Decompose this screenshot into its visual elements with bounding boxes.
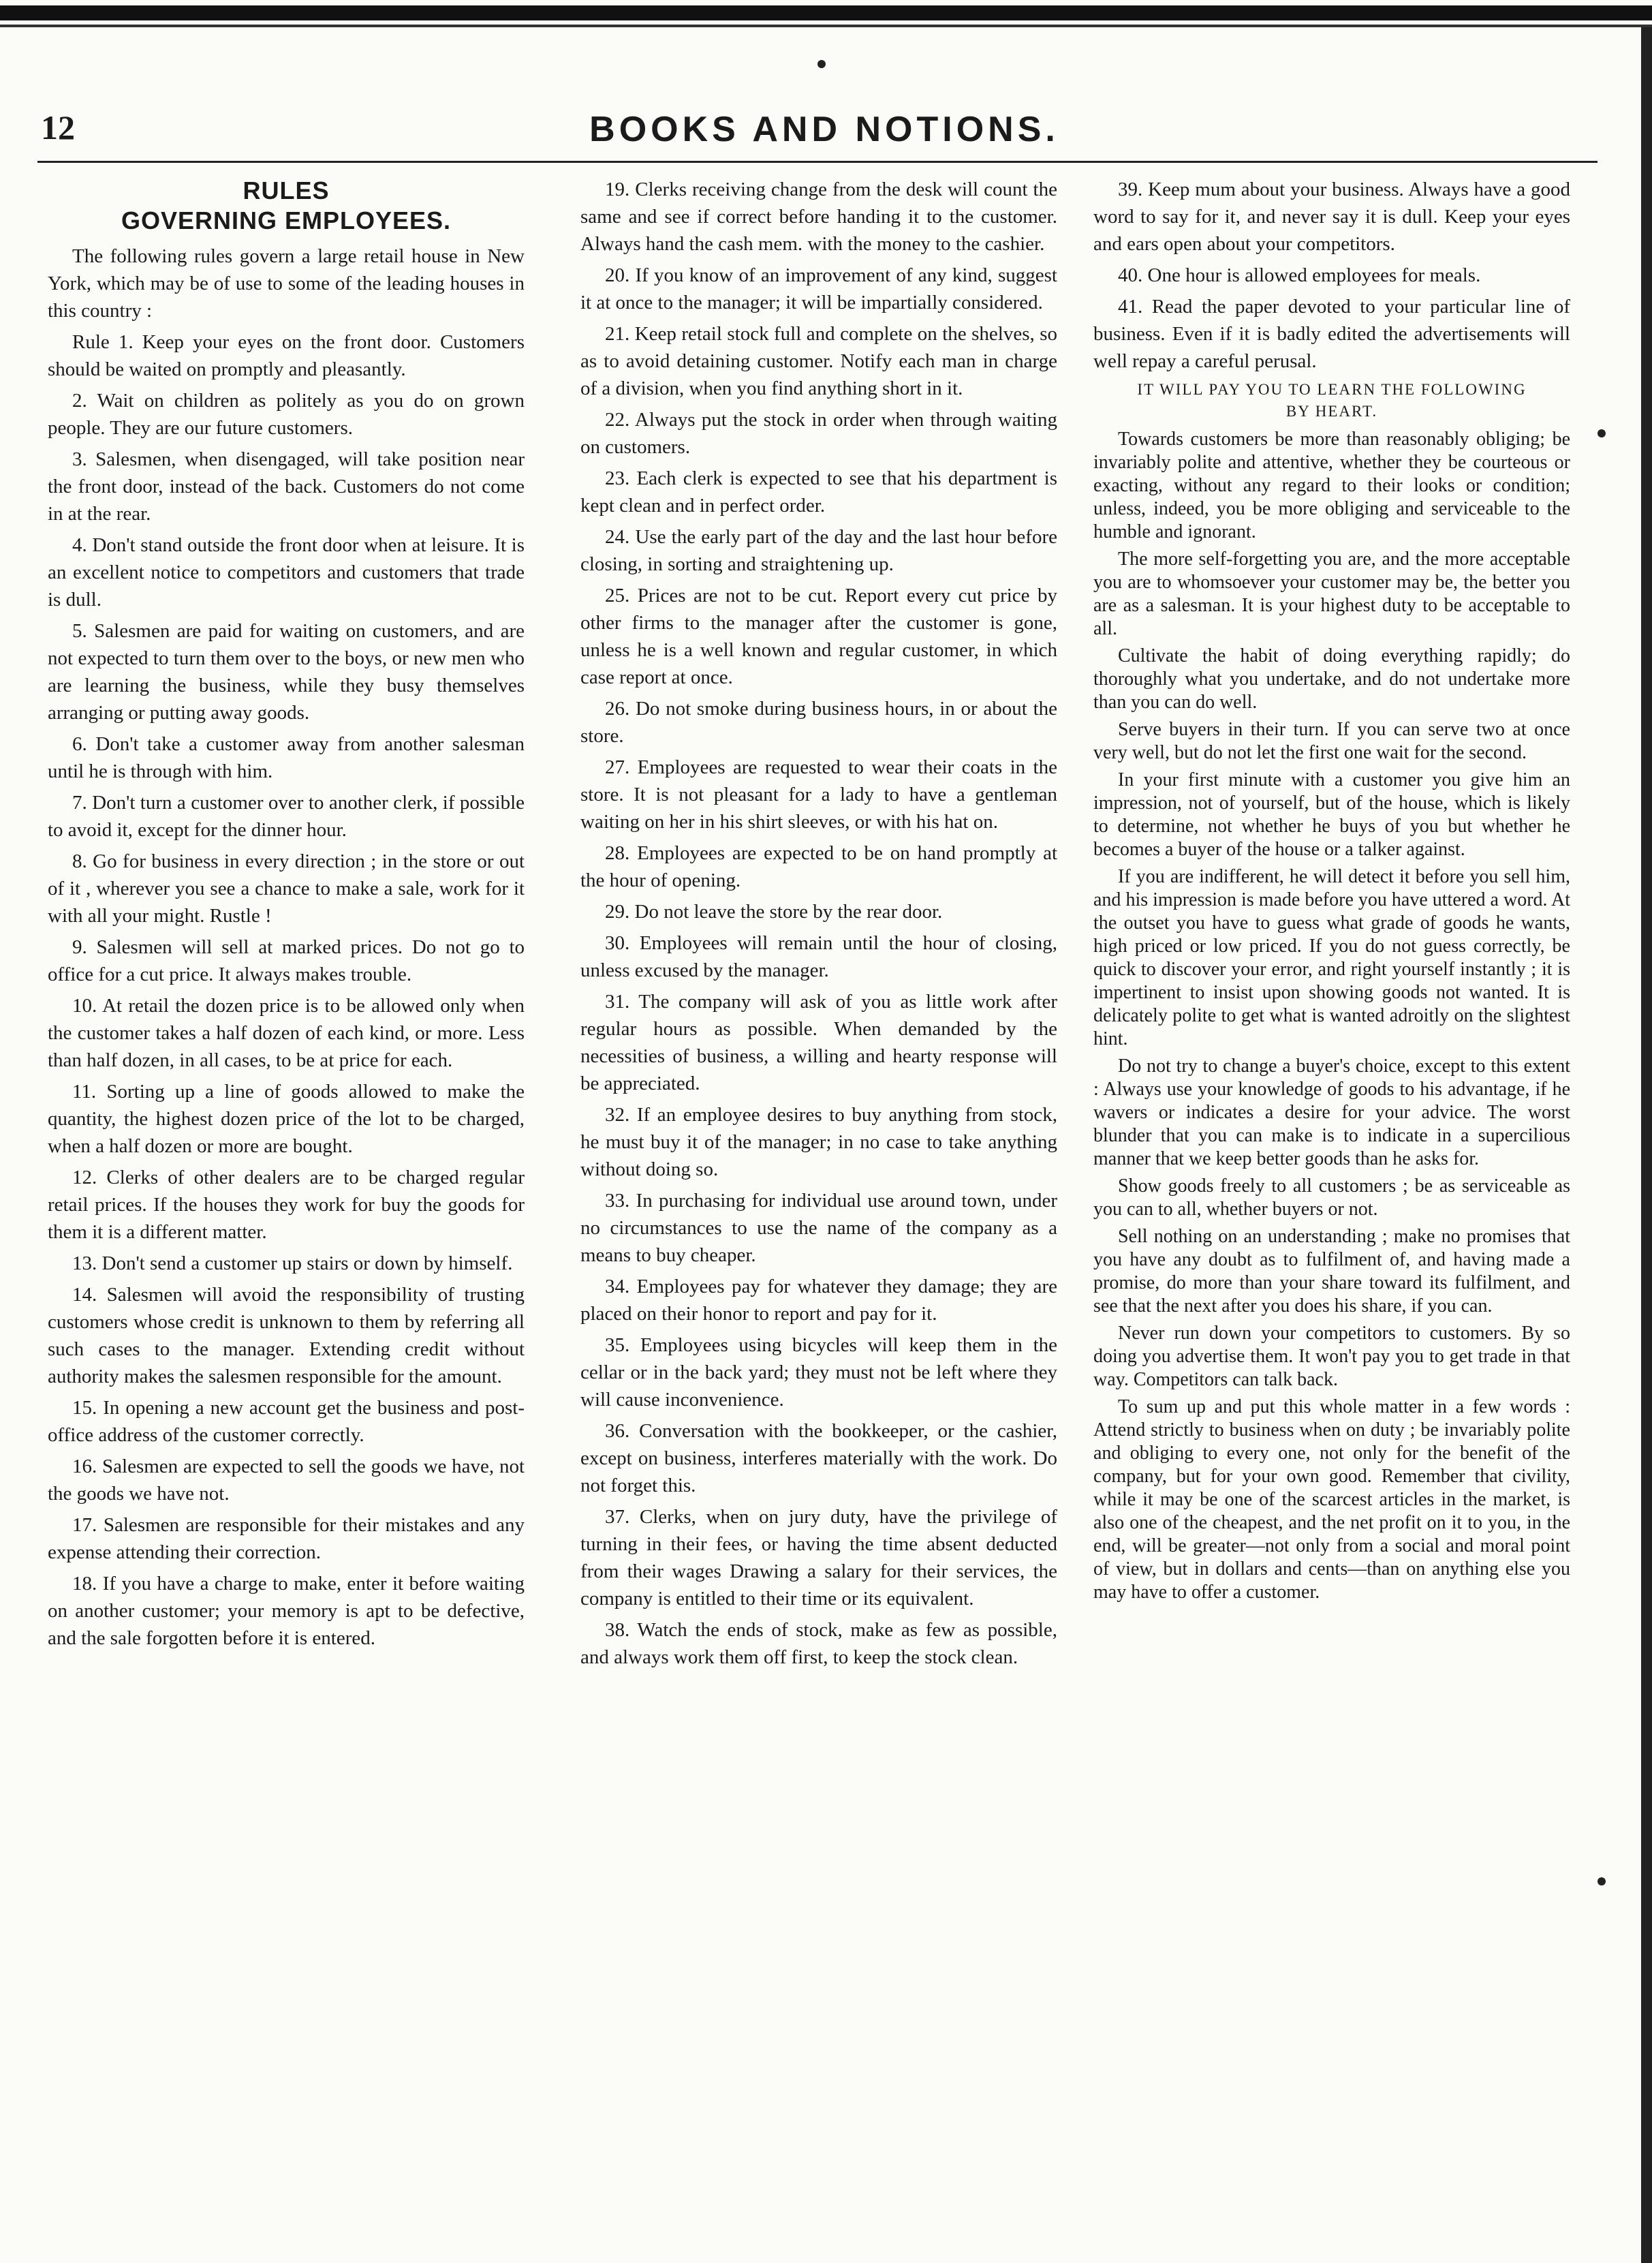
- advice-paragraph: Show goods freely to all customers ; be as serviceable as you can to all, whether buyers or not.: [1093, 1175, 1570, 1220]
- page-number: 12: [41, 108, 75, 147]
- advice-paragraph: Do not try to change a buyer's choice, except to this extent : Always use your knowledge of goods to his advantage, if he wavers or indicates a desire for your advice. The worst blunder that you can make is to indicate in a supercilious manner that we keep better goods than he asks for.: [1093, 1056, 1570, 1169]
- rule-paragraph: 26. Do not smoke during business hours, in or about the store.: [580, 698, 1057, 747]
- rule-paragraph: 35. Employees using bicycles will keep them in the cellar or in the back yard; they must not be left where they will cause inconvenience.: [580, 1334, 1057, 1411]
- page-header: [41, 102, 1608, 170]
- rule-paragraph: 7. Don't turn a customer over to another clerk, if possible to avoid it, except for the dinner hour.: [48, 792, 525, 841]
- advice-paragraph: Never run down your competitors to customers. By so doing you advertise them. It won't pay you to get trade in that way. Competitors can talk back.: [1093, 1323, 1570, 1390]
- rule-paragraph: 38. Watch the ends of stock, make as few as possible, and always work them off first, to keep the stock clean.: [580, 1619, 1057, 1668]
- rule-paragraph: 9. Salesmen will sell at marked prices. Do not go to office for a cut price. It always makes trouble.: [48, 936, 525, 985]
- ink-speck: [1598, 429, 1606, 437]
- rule-paragraph: 41. Read the paper devoted to your particular line of business. Even if it is badly edited the advertisements will well repay a careful perusal.: [1093, 296, 1570, 372]
- rule-paragraph: 37. Clerks, when on jury duty, have the privilege of turning in their fees, or having the time absent deducted from their wages Drawing a salary for their services, the company is entitled to their time or its equivalent.: [580, 1506, 1057, 1610]
- rule-paragraph: 34. Employees pay for whatever they damage; they are placed on their honor to report and pay for it.: [580, 1276, 1057, 1325]
- article-title-line2: GOVERNING EMPLOYEES.: [121, 206, 452, 234]
- rule-paragraph: 21. Keep retail stock full and complete on the shelves, so as to avoid detaining customer. Notify each man in charge of a division, when you find anything short in it.: [580, 323, 1057, 399]
- rule-paragraph: 16. Salesmen are expected to sell the goods we have, not the goods we have not.: [48, 1456, 525, 1505]
- section-subheading: [1093, 379, 1570, 422]
- ink-speck: [817, 60, 826, 68]
- rule-paragraph: 31. The company will ask of you as little work after regular hours as possible. When demanded by the necessities of business, a willing and hearty response will be appreciated.: [580, 991, 1057, 1094]
- rule-paragraph: 29. Do not leave the store by the rear door.: [605, 901, 943, 923]
- rule-paragraph: 4. Don't stand outside the front door when at leisure. It is an excellent notice to competitors and customers that trade is dull.: [48, 534, 525, 611]
- rule-paragraph: 12. Clerks of other dealers are to be charged regular retail prices. If the houses they work for buy the goods for them it is a different matter.: [48, 1167, 525, 1243]
- rule-paragraph: 39. Keep mum about your business. Always have a good word to say for it, and never say it is dull. Keep your eyes and ears open about your competitors.: [1093, 179, 1570, 255]
- rule-paragraph: 5. Salesmen are paid for waiting on customers, and are not expected to turn them over to the boys, or new men who are learning the business, while they busy themselves arranging or putting away goods.: [48, 620, 525, 724]
- rule-paragraph: 23. Each clerk is expected to see that his department is kept clean and in perfect order.: [580, 467, 1057, 517]
- advice-paragraph: To sum up and put this whole matter in a few words : Attend strictly to business when on duty ; be invariably polite and obliging to every one, not only for the benefit of the company, but for your own good. Remember that civility, while it may be one of the scarcest articles in the market, is also one of the cheapest, and the net profit on it to you, in the end, will be greater—not only from a social and moral point of view, but in dollars and cents—than on anything else you may have to offer a customer.: [1093, 1396, 1570, 1603]
- rule-paragraph: 3. Salesmen, when disengaged, will take position near the front door, instead of the back. Customers do not come in at the rear.: [48, 448, 525, 525]
- advice-paragraph: Serve buyers in their turn. If you can serve two at once very well, but do not let the first one wait for the second.: [1093, 719, 1570, 763]
- rule-paragraph: 6. Don't take a customer away from another salesman until he is through with him.: [48, 733, 525, 782]
- header-rule: [37, 161, 1598, 163]
- rule-paragraph: 40. One hour is allowed employees for meals.: [1118, 264, 1481, 286]
- advice-paragraph: The more self-forgetting you are, and the more acceptable you are to whomsoever your customer may be, the better you are as a salesman. It is your highest duty to be acceptable to all.: [1093, 549, 1570, 639]
- rule-paragraph: 18. If you have a charge to make, enter it before waiting on another customer; your memory is apt to be defective, and the sale forgotten before it is entered.: [48, 1573, 525, 1649]
- top-edge-line: [0, 25, 1652, 27]
- rule-paragraph: 14. Salesmen will avoid the responsibility of trusting customers whose credit is unknown to them by referring all such cases to the manager. Extending credit without authority makes the salesmen responsible for the amount.: [48, 1284, 525, 1387]
- ink-speck: [1598, 1877, 1606, 1885]
- subheading-line1: IT WILL PAY YOU TO LEARN THE FOLLOWING: [1137, 381, 1527, 398]
- rule-paragraph: 27. Employees are requested to wear their coats in the store. It is not pleasant for a lady to have a gentleman waiting on her in his shirt sleeves, or with his hat on.: [580, 756, 1057, 833]
- rule-paragraph: 28. Employees are expected to be on hand promptly at the hour of opening.: [580, 842, 1057, 891]
- rule-paragraph: 32. If an employee desires to buy anything from stock, he must buy it of the manager; in no case to take anything without doing so.: [580, 1104, 1057, 1180]
- column-2: [580, 176, 1057, 1675]
- rule-paragraph: 25. Prices are not to be cut. Report every cut price by other firms to the manager after the customer is gone, unless he is a well known and regular customer, in which case report at once.: [580, 585, 1057, 688]
- rule-paragraph: 11. Sorting up a line of goods allowed to make the quantity, the highest dozen price of the lot to be charged, when a half dozen or more are bought.: [48, 1081, 525, 1157]
- right-edge-bar: [1641, 27, 1652, 2263]
- subheading-line2: BY HEART.: [1285, 403, 1378, 420]
- advice-paragraph: Sell nothing on an understanding ; make no promises that you have any doubt as to fulfilment of, and having made a promise, do more than your share toward its fulfilment, and see that the next after you does his share, if you can.: [1093, 1226, 1570, 1317]
- article-title-line1: RULES: [243, 176, 330, 204]
- advice-paragraph: If you are indifferent, he will detect it before you sell him, and his impression is made before you have uttered a word. At the outset you have to guess what grade of goods he wants, high priced or low priced. If you do not guess correctly, be quick to discover your error, and right yourself instantly ; it is impertinent to insist upon showing goods not wanted. It is delicately polite to get what is wanted adroitly on the slightest hint.: [1093, 866, 1570, 1049]
- rule-paragraph: Rule 1. Keep your eyes on the front door. Customers should be waited on promptly and pleasantly.: [48, 331, 525, 380]
- rule-paragraph: 8. Go for business in every direction ; in the store or out of it , wherever you see a chance to make a sale, work for it with all your might. Rustle !: [48, 850, 525, 927]
- rule-paragraph: 24. Use the early part of the day and the last hour before closing, in sorting and straightening up.: [580, 526, 1057, 575]
- top-edge-bar: [0, 5, 1652, 20]
- rule-paragraph: 19. Clerks receiving change from the desk will count the same and see if correct before handing it to the customer. Always hand the cash mem. with the money to the cashier.: [580, 179, 1057, 255]
- rule-paragraph: 33. In purchasing for individual use around town, under no circumstances to use the name of the company as a means to buy cheaper.: [580, 1190, 1057, 1266]
- advice-paragraph: In your first minute with a customer you give him an impression, not of yourself, but of the house, which is likely to determine, not whether he buys of you but whether he becomes a buyer of the house or a talker against.: [1093, 769, 1570, 860]
- rule-paragraph: 10. At retail the dozen price is to be allowed only when the customer takes a half dozen of each kind, or more. Less than half dozen, in all cases, to be at price for each.: [48, 995, 525, 1071]
- advice-paragraph: Cultivate the habit of doing everything rapidly; do thoroughly what you undertake, and do not undertake more than you can do well.: [1093, 645, 1570, 713]
- rule-paragraph: 30. Employees will remain until the hour of closing, unless excused by the manager.: [580, 932, 1057, 981]
- rule-paragraph: 17. Salesmen are responsible for their mistakes and any expense attending their correction.: [48, 1514, 525, 1563]
- column-1: [48, 176, 525, 1656]
- page-title: BOOKS AND NOTIONS.: [589, 110, 1059, 149]
- rule-paragraph: 20. If you know of an improvement of any kind, suggest it at once to the manager; it will be impartially considered.: [580, 264, 1057, 313]
- rule-paragraph: 22. Always put the stock in order when through waiting on customers.: [580, 409, 1057, 458]
- rule-paragraph: 13. Don't send a customer up stairs or down by himself.: [72, 1252, 513, 1274]
- rule-paragraph: 15. In opening a new account get the business and post-office address of the customer correctly.: [48, 1397, 525, 1446]
- column-3: [1093, 176, 1570, 1608]
- rule-paragraph: 36. Conversation with the bookkeeper, or the cashier, except on business, interferes materially with the work. Do not forget this.: [580, 1420, 1057, 1496]
- article-intro: The following rules govern a large retail house in New York, which may be of use to some of the leading houses in this country :: [48, 245, 525, 322]
- advice-paragraph: Towards customers be more than reasonably obliging; be invariably polite and attentive, whether they be courteous or exacting, without any regard to their looks or condition; unless, indeed, you be more obliging and serviceable to the humble and ignorant.: [1093, 429, 1570, 542]
- rule-paragraph: 2. Wait on children as politely as you do on grown people. They are our future customers.: [48, 390, 525, 439]
